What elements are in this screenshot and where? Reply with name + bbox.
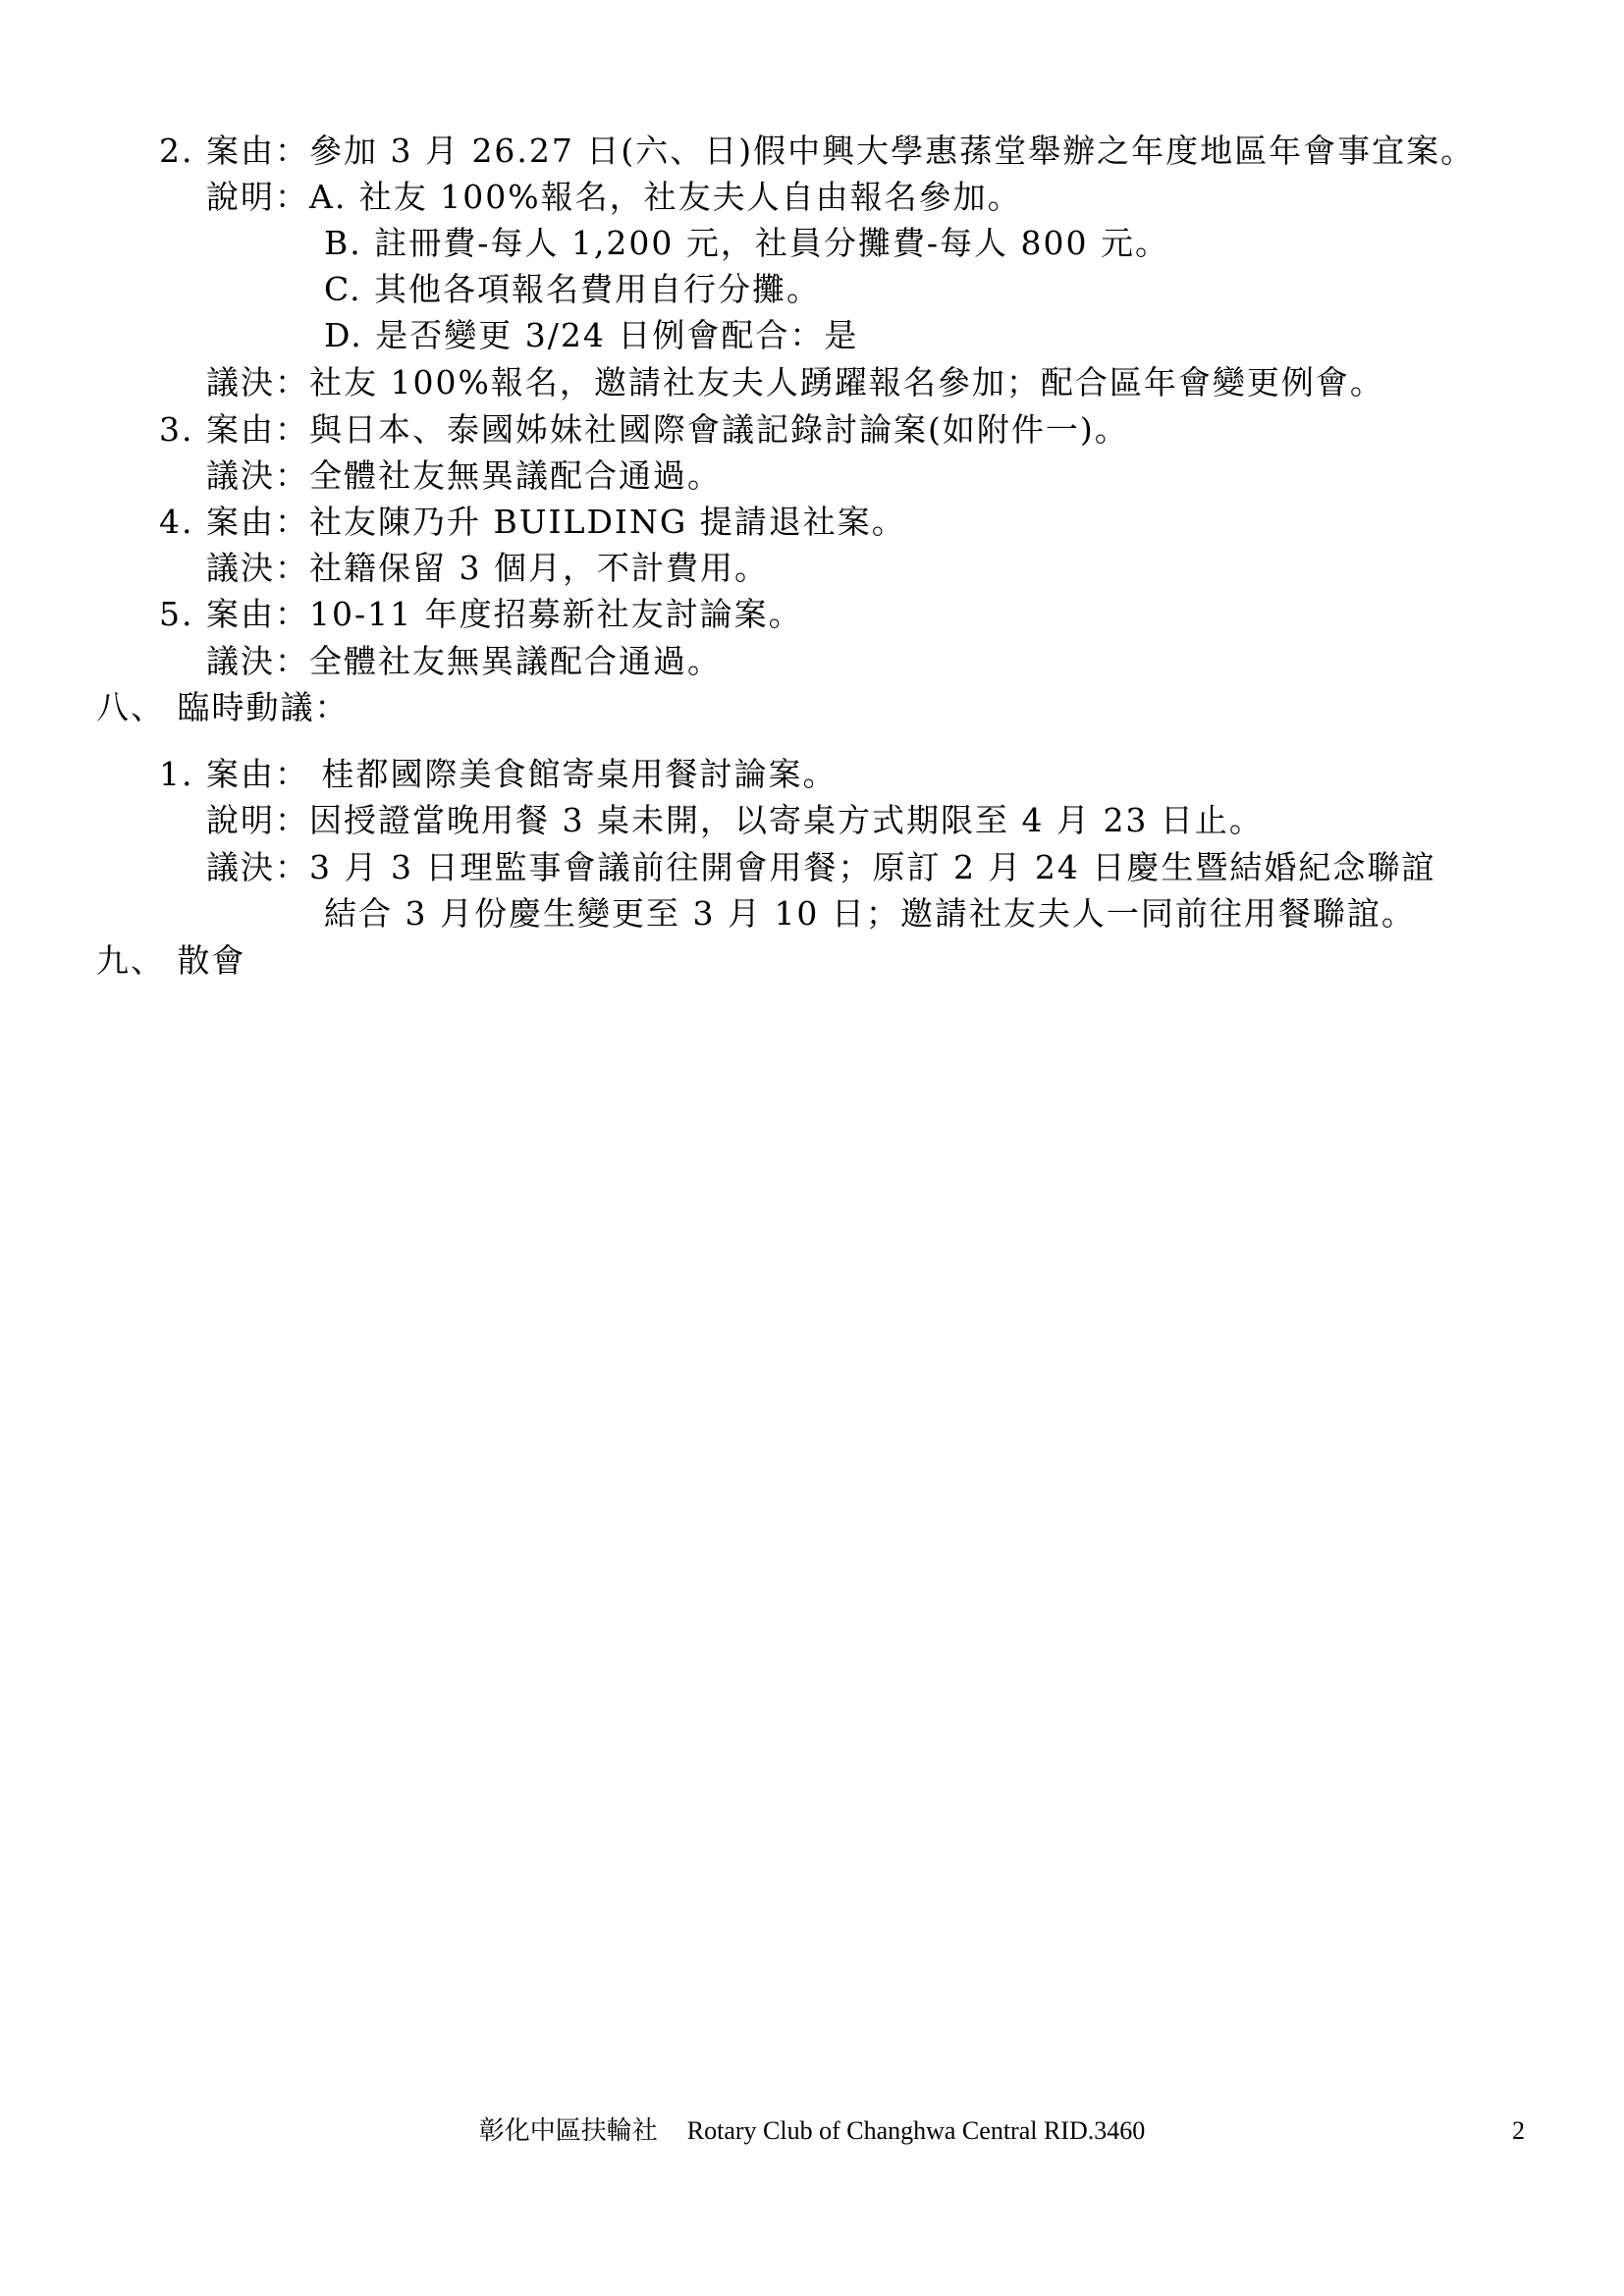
item-2-explanation-c: C. 其他各項報名費用自行分攤。 — [324, 270, 822, 308]
item-2-explanation-a: 說明：A. 社友 100%報名，社友夫人自由報名參加。 — [206, 178, 1022, 216]
item-2-explanation-b: B. 註冊費-每人 1,200 元，社員分攤費-每人 800 元。 — [324, 224, 1169, 262]
item-4-case: 4. 案由：社友陳乃升 BUILDING 提請退社案。 — [159, 503, 906, 541]
item-2-explanation-d: D. 是否變更 3/24 日例會配合：是 — [324, 316, 859, 354]
motion-1-resolution-cont: 結合 3 月份慶生變更至 3 月 10 日；邀請社友夫人一同前往用餐聯誼。 — [324, 894, 1416, 933]
item-3-resolution: 議決：全體社友無異議配合通過。 — [206, 456, 722, 495]
footer-club-name-zh: 彰化中區扶輪社 — [478, 2116, 658, 2145]
motion-1-explanation: 說明：因授證當晚用餐 3 桌未開，以寄桌方式期限至 4 月 23 日止。 — [206, 801, 1264, 839]
motion-1-case: 1. 案由： 桂都國際美食館寄桌用餐討論案。 — [159, 755, 838, 793]
item-5-case: 5. 案由：10-11 年度招募新社友討論案。 — [159, 595, 803, 633]
page-footer — [0, 2115, 1624, 2147]
item-3-case: 3. 案由：與日本、泰國姊妹社國際會議記錄討論案(如附件一)。 — [159, 410, 1129, 449]
footer-club-name-en: Rotary Club of Changhwa Central RID.3460 — [686, 2116, 1146, 2145]
item-2-resolution: 議決：社友 100%報名，邀請社友夫人踴躍報名參加；配合區年會變更例會。 — [206, 363, 1384, 401]
page-number: 2 — [1512, 2116, 1525, 2145]
item-4-resolution: 議決：社籍保留 3 個月，不計費用。 — [206, 549, 769, 587]
motion-1-resolution: 議決：3 月 3 日理監事會議前往開會用餐；原訂 2 月 24 日慶生暨結婚紀念聯誼 — [206, 848, 1436, 886]
section-8-heading: 八、 臨時動議： — [96, 688, 350, 726]
item-5-resolution: 議決：全體社友無異議配合通過。 — [206, 642, 722, 680]
item-2-case: 2. 案由：參加 3 月 26.27 日(六、日)假中興大學惠蓀堂舉辦之年度地區年會事宜案。 — [159, 132, 1476, 170]
section-9-heading: 九、 散會 — [96, 941, 246, 980]
